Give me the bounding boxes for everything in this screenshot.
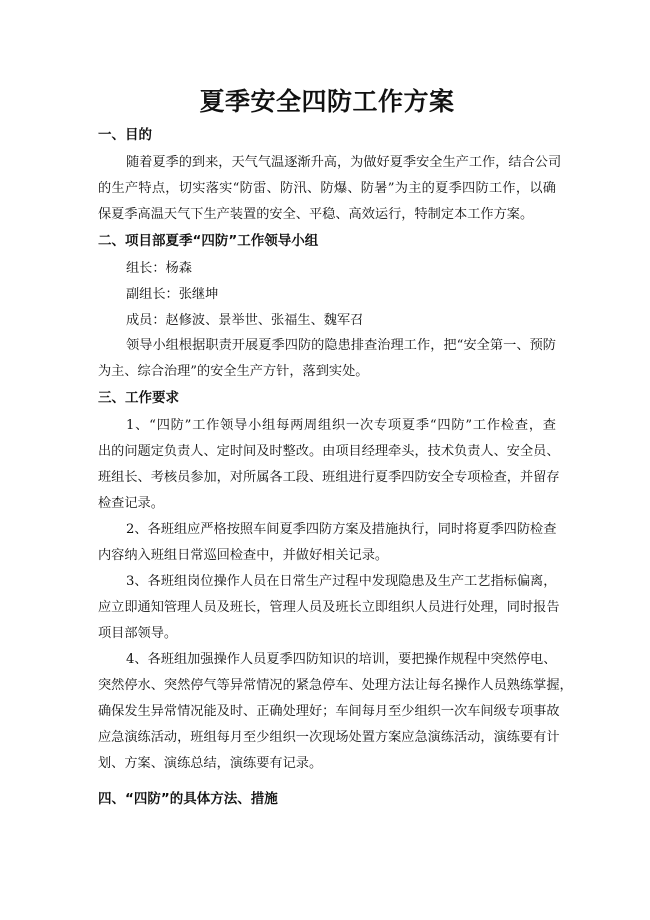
- group-members: 成员：赵修波、景举世、张福生、魏军召: [126, 313, 364, 328]
- section-4-heading: 四、“四防”的具体方法、措施: [98, 791, 278, 807]
- group-leader: 组长：杨森: [126, 261, 192, 276]
- section-1-line-3: 保夏季高温天气下生产装置的安全、平稳、高效运行，特制定本工作方案。: [98, 207, 534, 222]
- item-4-line-3: 确保发生异常情况能及时、正确处理好；车间每月至少组织一次车间级专项事故: [98, 704, 560, 719]
- item-4-line-5: 划、方案、演练总结，演练要有记录。: [98, 756, 323, 771]
- section-3-heading: 三、工作要求: [98, 390, 179, 406]
- item-4-line-2: 突然停水、突然停气等异常情况的紧急停车、处理方法让每名操作人员熟练掌握，: [98, 678, 573, 693]
- item-4-line-4: 应急演练活动，班组每月至少组织一次现场处置方案应急演练活动，演练要有计: [98, 730, 560, 745]
- item-3-line-2: 应立即通知管理人员及班长，管理人员及班长立即组织人员进行处理，同时报告: [98, 600, 560, 615]
- item-3-line-3: 项目部领导。: [98, 626, 178, 641]
- item-1-line-2: 出的问题定负责人、定时间及时整改。由项目经理牵头，技术负责人、安全员、: [98, 444, 560, 459]
- item-1-line-4: 检查记录。: [98, 496, 164, 511]
- section-1-line-1: 随着夏季的到来，天气气温逐渐升高，为做好夏季安全生产工作，结合公司: [126, 155, 562, 170]
- section-2-line-1: 领导小组根据职责开展夏季四防的隐患排查治理工作，把“安全第一、预防: [126, 338, 556, 353]
- section-1-line-2: 的生产特点，切实落实“防雷、防汛、防爆、防暑”为主的夏季四防工作，以确: [98, 181, 556, 196]
- section-1-heading: 一、目的: [98, 127, 152, 143]
- item-1-line-1: 1、“四防”工作领导小组每两周组织一次专项夏季“四防”工作检查，查: [126, 418, 556, 433]
- deputy-leader: 副组长：张继坤: [126, 287, 219, 302]
- item-2-line-1: 2、各班组应严格按照车间夏季四防方案及措施执行，同时将夏季四防检查: [126, 522, 557, 537]
- page-title: 夏季安全四防工作方案: [199, 87, 455, 116]
- item-1-line-3: 班组长、考核员参加，对所属各工段、班组进行夏季四防安全专项检查，并留存: [98, 470, 560, 485]
- section-2-line-2: 为主、综合治理”的安全生产方针，落到实处。: [98, 364, 369, 379]
- item-2-line-2: 内容纳入班组日常巡回检查中，并做好相关记录。: [98, 548, 389, 563]
- item-3-line-1: 3、各班组岗位操作人员在日常生产过程中发现隐患及生产工艺指标偏离，: [126, 574, 557, 589]
- section-2-heading: 二、项目部夏季“四防”工作领导小组: [98, 233, 319, 249]
- item-4-line-1: 4、各班组加强操作人员夏季四防知识的培训，要把操作规程中突然停电、: [126, 652, 557, 667]
